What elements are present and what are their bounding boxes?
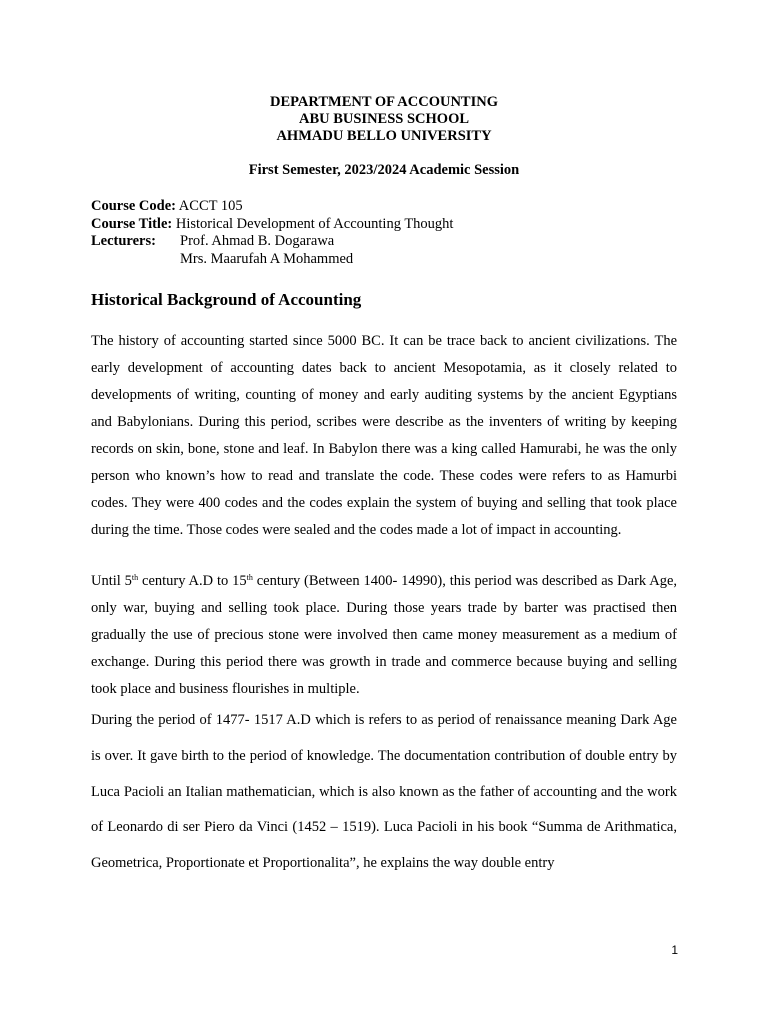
lecturers-row bbox=[91, 233, 453, 251]
academic-session: First Semester, 2023/2024 Academic Session bbox=[248, 162, 520, 178]
paragraph-2 bbox=[91, 568, 677, 703]
section-heading: Historical Background of Accounting bbox=[91, 290, 362, 309]
lecturers-row-2 bbox=[91, 251, 453, 269]
course-code-row bbox=[91, 198, 453, 216]
paragraph-3 bbox=[91, 703, 677, 882]
department-title: DEPARTMENT OF ACCOUNTING bbox=[269, 94, 498, 110]
paragraph-1-text: The history of accounting started since 5000 BC. It can be trace back to ancient civilizations. The early development of accounting dates back to ancient Mesopotamia, as it closely related to developments of writing, counting of money and early auditing systems by the ancient Egyptians and Babylonians. During this period, scribes were describe as the inventers of writing by keeping records on skin, bone, stone and leaf. In Babylon there was a king called Hamurabi, he was the only person who known’s how to read and translate the code. These codes were refers to as Hamurbi codes. They were 400 codes and the codes explain the system of buying and selling that took place during the time. Those codes were sealed and the codes made a lot of impact in accounting. bbox=[91, 333, 677, 538]
lecturers-label: Lecturers: bbox=[91, 233, 156, 249]
course-title-label: Course Title: bbox=[91, 215, 173, 232]
school-title: ABU BUSINESS SCHOOL bbox=[298, 111, 470, 127]
superscript-th-2: th bbox=[246, 573, 253, 582]
paragraph-2-part-3: century (Between 1400- 14990), this period was described as Dark Age, only war, buying and selling took place. During those years trade by barter was practised then gradually the use of precious stone were involved then came money measurement as a medium of exchange. During this period there was growth in trade and commerce because buying and selling took place and business flourishes in multiple. bbox=[91, 573, 678, 697]
lecturer-name-2: Mrs. Maarufah A Mohammed bbox=[180, 250, 354, 267]
paragraph-2-part-2: century A.D to 15 bbox=[138, 573, 247, 589]
document-header bbox=[0, 94, 768, 145]
paragraph-2-text bbox=[91, 568, 677, 703]
lecturer-name-1: Prof. Ahmad B. Dogarawa bbox=[180, 233, 335, 249]
paragraph-1 bbox=[91, 328, 677, 544]
course-code-label: Course Code: bbox=[91, 198, 176, 214]
course-code-value: ACCT 105 bbox=[175, 198, 243, 214]
course-title-row bbox=[91, 216, 453, 234]
page-number: 1 bbox=[671, 943, 678, 957]
course-title-value: Historical Development of Accounting Thought bbox=[172, 215, 454, 232]
university-title: AHMADU BELLO UNIVERSITY bbox=[276, 128, 492, 144]
course-info bbox=[91, 198, 453, 268]
superscript-th-1: th bbox=[131, 573, 139, 582]
paragraph-3-text: During the period of 1477- 1517 A.D which is refers to as period of renaissance meaning Dark Age is over. It gave birth to the period of knowledge. The documentation contribution of double entry by Luca Pacioli an Italian mathematician, which is also known as the father of accounting and the work of Leonardo di ser Piero da Vinci (1452 – 1519). Luca Pacioli in his book “Summa de Arithmatica, Geometrica, Proportionate et Proportionalita”, he explains the way double entry bbox=[91, 712, 677, 872]
paragraph-2-part-1: Until 5 bbox=[91, 573, 132, 589]
